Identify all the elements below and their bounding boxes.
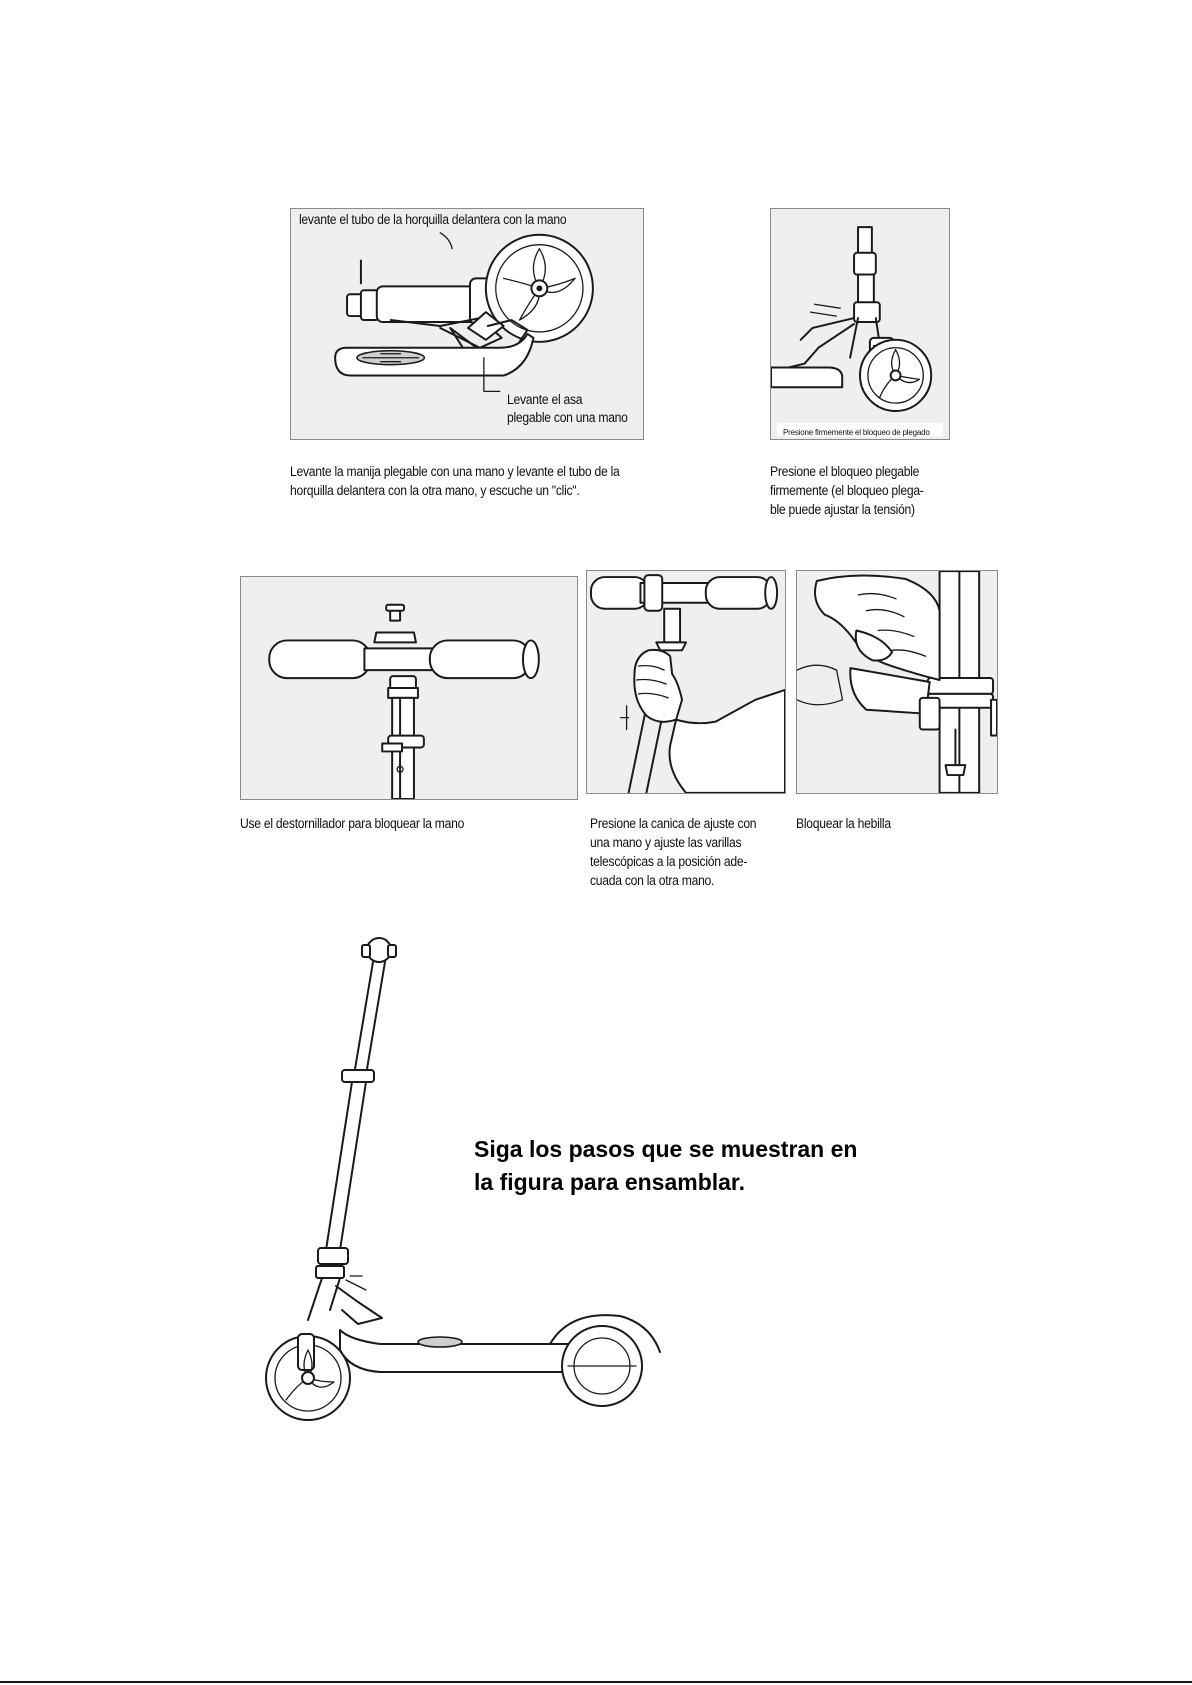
caption-lock-buckle: Bloquear la hebilla [796,816,891,831]
figure-handlebar-screw [240,576,578,800]
folding-lock-label: Presione firmemente el bloqueo de plegado [783,428,930,437]
folding-lock-illustration [771,209,949,439]
figure-lock-buckle [796,570,998,794]
handle-label: Levante el asa plegable con una mano [507,392,628,425]
assembly-instruction: Siga los pasos que se muestran en la figura para ensamblar. [474,1136,858,1195]
caption-telescopic-adjust: Presione la canica de ajuste con una mano y ajuste las varillas telescópicas a la posición ade- cuada con la otra mano. [590,816,757,888]
page-bottom-rule [0,1681,1192,1683]
caption-folding-lock: Presione el bloqueo plegable firmemente (el bloqueo plega- ble puede ajustar la tensión) [770,464,924,517]
handlebar-illustration [241,577,577,799]
figure-lift-fork-tube [290,208,644,440]
telescopic-illustration [587,571,785,793]
caption-handlebar-screw: Use el destornillador para bloquear la mano [240,816,465,831]
figure-telescopic-adjust [586,570,786,794]
figure-folding-lock [770,208,950,440]
fork-tube-label: levante el tubo de la horquilla delantera con la mano [299,212,567,227]
buckle-illustration [797,571,997,793]
caption-lift-fork: Levante la manija plegable con una mano y levante el tubo de la horquilla delantera con la otra mano, y escuche un "clic". [290,464,620,498]
